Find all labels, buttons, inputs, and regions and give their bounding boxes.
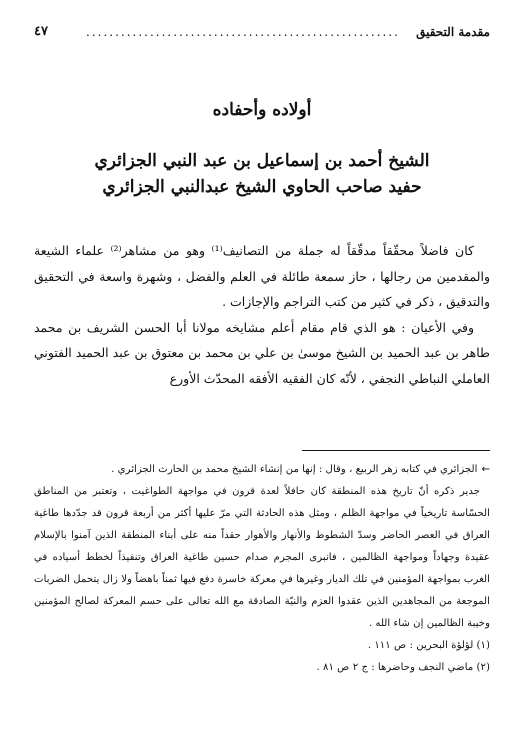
subject-name-line-2: حفيد صاحب الحاوي الشيخ عبدالنبي الجزائري (102, 177, 422, 197)
subject-name-line-1: الشيخ أحمد بن إسماعيل بن عبد النبي الجزائري (94, 151, 430, 171)
continuation-arrow-icon: ← (481, 464, 490, 475)
footnote-separator (302, 450, 490, 451)
book-page (34, 0, 490, 735)
footnote-continuation-2: جدير ذكره أنّ تاريخ هذه المنطقة كان حافلاً لعدة قرون في مواجهة الطواغيت ، وتعتبر من المناطق الحسّاسة تاريخياً في مواجهة الظلم ، ومثل هذه الحادثة التي مرّ عليها أكثر من أربعة قرون قد جدّدها طاغية العراق في العصر الحاضر وسدّ الشطوط والأنهار والأهوار حقداً منه على أبناء المنطقة الذين آمنوا بالإسلام عقيدة وجهاداً ومواجهة الظالمين ، فانبرى المجرم صدام حسين طاغية العراق وتنفيذاً لخطط أسياده في الغرب بمواجهة المؤمنين في تلك الديار وغيرها في معركة خاسرة دفع فيها ثمناً باهضاً ولا زال يتحمل الضربات الموجعة من المجاهدين الذين عقدوا العزم والنيّة الصادقة مع الله تعالى على حسم المعركة لصالح المؤمنين وخيبة الظالمين إن شاء الله . (34, 486, 490, 629)
footnotes (34, 459, 490, 679)
body-text (34, 238, 490, 391)
section-heading: أولاده وأحفاده (212, 100, 312, 120)
footnote-2: (٢) ماضي النجف وحاضرها : ج ٢ ص ٨١ . (316, 662, 490, 673)
body-paragraph-1: كان فاضلاً محقّقاً مدقّقاً له جملة من التصانيف⁽¹⁾ وهو من مشاهر⁽²⁾ علماء الشيعة والمقدمين من رجالها ، حاز سمعة طائلة في العلم والفضل ، وشهرة واسعة في التحقيق والتدقيق ، ذكر في كثير من كتب التراجم والإجازات . (34, 243, 490, 309)
footnote-continuation-1 (34, 459, 490, 481)
footnote-1: (١) لؤلؤة البحرين : ص ١١١ . (367, 640, 490, 651)
footnote-continuation-1-text: الجزائري في كتابه زهر الربيع ، وقال : إنها من إنشاء الشيخ محمد بن الحارث الجزائري . (111, 464, 478, 475)
running-head-leader-dots: ...................................................... (86, 25, 400, 39)
running-head (34, 22, 490, 42)
page-number: ٤٧ (34, 24, 48, 39)
running-head-title: مقدمة التحقيق (416, 25, 490, 39)
body-paragraph-2: وفي الأعيان : هو الذي قام مقام أعلم مشايخه مولانا أبا الحسن الشريف بن محمد طاهر بن عبد الحميد بن الشيخ موسىٰ بن علي بن محمد بن معتوق بن عبد الحميد الفتوني العاملي النباطي النجفي ، لأنّه كان الفقيه الأفقه المحدّث الأورع (34, 319, 490, 386)
